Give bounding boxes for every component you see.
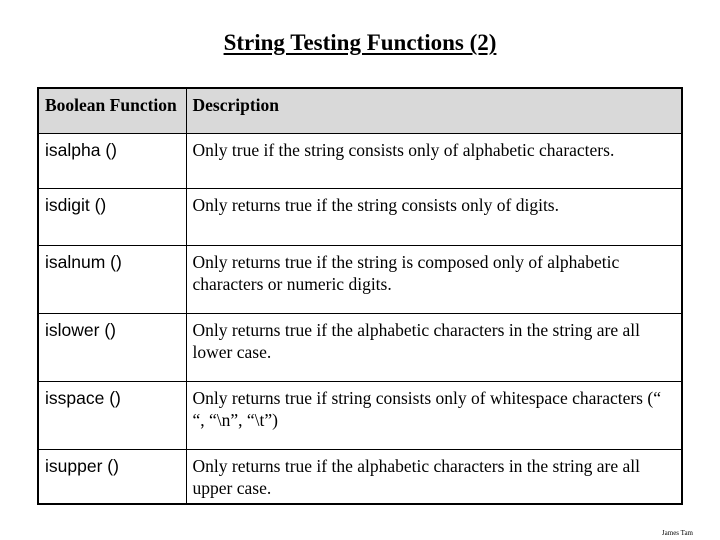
function-name-cell: isspace () xyxy=(38,381,186,449)
function-name-cell: islower () xyxy=(38,313,186,381)
functions-table xyxy=(37,87,683,505)
table-row xyxy=(38,313,682,381)
slide-title: String Testing Functions (2) xyxy=(223,30,497,55)
column-header-description: Description xyxy=(186,88,682,133)
function-name-cell: isupper () xyxy=(38,449,186,504)
description-cell: Only returns true if the string consists only of digits. xyxy=(186,188,682,245)
function-name-cell: isdigit () xyxy=(38,188,186,245)
description-cell: Only returns true if string consists only of whitespace characters (“ “, “\n”, “\t”) xyxy=(186,381,682,449)
table-row xyxy=(38,449,682,504)
description-cell: Only returns true if the string is composed only of alphabetic characters or numeric digits. xyxy=(186,245,682,313)
description-cell: Only returns true if the alphabetic characters in the string are all lower case. xyxy=(186,313,682,381)
function-name-cell: isalpha () xyxy=(38,133,186,188)
column-header-function: Boolean Function xyxy=(38,88,186,133)
table-header-row xyxy=(38,88,682,133)
table-row xyxy=(38,188,682,245)
description-cell: Only true if the string consists only of alphabetic characters. xyxy=(186,133,682,188)
function-name-cell: isalnum () xyxy=(38,245,186,313)
author-footer: James Tam xyxy=(661,529,693,537)
table-row xyxy=(38,245,682,313)
description-cell: Only returns true if the alphabetic characters in the string are all upper case. xyxy=(186,449,682,504)
table-row xyxy=(38,381,682,449)
table-row xyxy=(38,133,682,188)
